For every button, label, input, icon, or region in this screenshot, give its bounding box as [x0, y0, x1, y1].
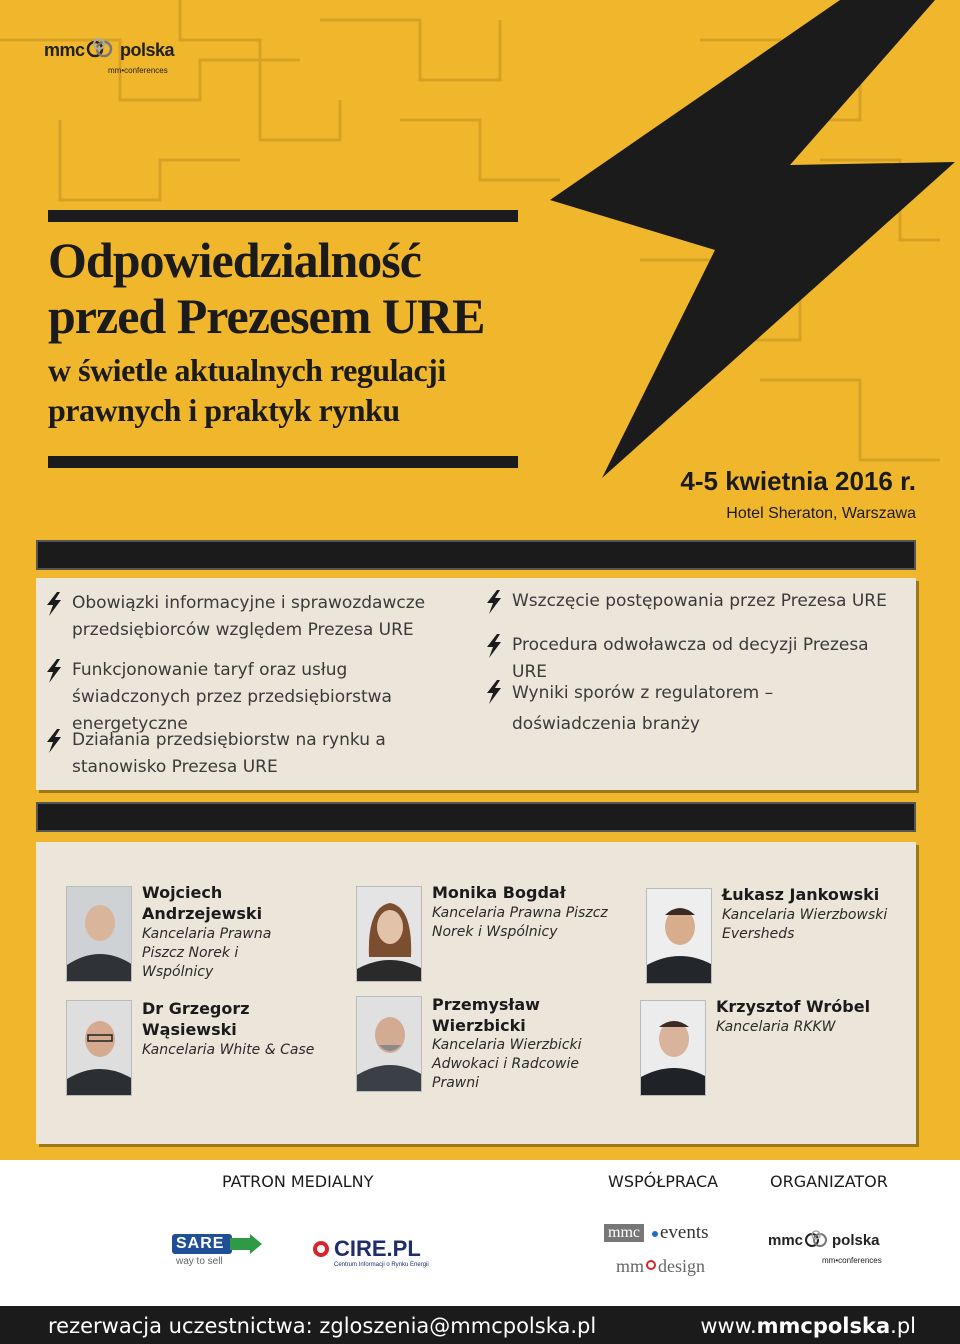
reservation-line: [48, 1314, 596, 1338]
mmc-events-logo[interactable]: [604, 1222, 724, 1244]
speakers-heading: PRELEGENCI: [417, 805, 543, 829]
topic-item: [72, 657, 462, 738]
bolt-bullet-icon: [46, 592, 62, 616]
partners-section: [0, 1160, 960, 1308]
footer-bar: [0, 1306, 960, 1344]
speaker-name: Wojciech Andrzejewski: [142, 883, 263, 923]
website-suffix: .pl: [890, 1314, 916, 1338]
logo-rings-icon: [86, 38, 120, 60]
lightning-bolt-icon: [540, 0, 960, 480]
speaker-name: Dr Grzegorz Wąsiewski: [142, 999, 250, 1039]
speaker-photo: [66, 886, 132, 982]
speaker-organization: Kancelaria Wierzbicki Adwokaci i Radcowie Prawni: [432, 1037, 582, 1091]
speaker-photo: [66, 1000, 132, 1096]
event-subtitle: [48, 350, 568, 430]
organizer-polska-text: polska: [832, 1232, 880, 1249]
media-patron-heading: PATRON MEDIALNY: [222, 1172, 374, 1191]
topic-item: [512, 678, 892, 740]
cire-logo-text: CIRE.PL: [334, 1236, 421, 1261]
speaker-name: Monika Bogdał: [432, 883, 566, 902]
organizer-logo[interactable]: [768, 1228, 888, 1272]
bolt-bullet-icon: [46, 729, 62, 753]
bolt-bullet-icon: [486, 590, 502, 614]
speaker-photo: [646, 888, 712, 984]
topic-item: [72, 727, 462, 781]
speaker-name: Przemysław Wierzbicki: [432, 995, 540, 1035]
topic-text: Funkcjonowanie taryf oraz usług świadczonych przez przedsiębiorstwa energetyczne: [72, 660, 392, 734]
cire-circle-icon: [312, 1240, 330, 1258]
topic-text: Wszczęcie postępowania przez Prezesa URE: [512, 591, 887, 611]
speaker-photo: [640, 1000, 706, 1096]
speaker-organization: Kancelaria RKKW: [716, 1019, 836, 1035]
website-link[interactable]: [700, 1314, 916, 1338]
mmc-polska-logo[interactable]: [44, 34, 184, 86]
event-venue: Hotel Sheraton, Warszawa: [726, 505, 916, 522]
event-subtitle-line: w świetle aktualnych regulacji: [48, 352, 446, 388]
cooperation-heading: WSPÓŁPRACA: [608, 1172, 719, 1191]
topic-text: Działania przedsiębiorstw na rynku a stanowisko Prezesa URE: [72, 730, 386, 777]
website-prefix: www.: [700, 1314, 757, 1338]
speaker-photo: [356, 886, 422, 982]
reservation-label: rezerwacja uczestnictwa:: [48, 1314, 320, 1338]
reservation-email-link[interactable]: zgloszenia@mmcpolska.pl: [319, 1314, 597, 1338]
topic-item: [512, 588, 902, 615]
bolt-bullet-icon: [486, 634, 502, 658]
organizer-subtitle: mm•conferences: [822, 1256, 882, 1265]
sare-logo-text: SARE: [176, 1235, 225, 1252]
topic-text: Wyniki sporów z regulatorem – doświadczenia branży: [512, 683, 774, 734]
speaker-organization: Kancelaria Wierzbowski Eversheds: [722, 907, 888, 942]
organizer-heading: ORGANIZATOR: [770, 1172, 888, 1191]
sare-logo[interactable]: [172, 1234, 264, 1274]
speaker-photo: [356, 996, 422, 1092]
dot-icon: [652, 1231, 658, 1237]
logo-subtitle: mm•conferences: [108, 66, 168, 75]
speaker-organization: Kancelaria Prawna Piszcz Norek i Wspólnicy: [142, 926, 272, 980]
event-date: 4-5 kwietnia 2016 r.: [680, 466, 916, 496]
title-bottom-rule: [48, 456, 518, 468]
topics-heading: GŁÓWNE ZAGADNIENIA: [362, 543, 598, 567]
arrow-icon: [230, 1234, 262, 1254]
event-title: [48, 232, 568, 344]
speaker-name: Krzysztof Wróbel: [716, 997, 871, 1016]
cire-tagline: Centrum Informacji o Rynku Energii: [334, 1262, 429, 1268]
topic-text: Obowiązki informacyjne i sprawozdawcze przedsiębiorców względem Prezesa URE: [72, 593, 426, 640]
topic-item: [72, 590, 462, 644]
mmc-events-events: events: [660, 1222, 709, 1243]
logo-mmc-text: mmc: [44, 40, 85, 60]
mmc-events-mmc: mmc: [604, 1224, 644, 1242]
speaker-organization: Kancelaria Prawna Piszcz Norek i Wspólnicy: [432, 905, 608, 940]
speaker-name: Łukasz Jankowski: [722, 885, 880, 904]
mmc-design-logo[interactable]: [616, 1254, 716, 1278]
organizer-mmc-text: mmc: [768, 1232, 804, 1249]
event-title-line: Odpowiedzialność: [48, 232, 421, 288]
event-title-line: przed Prezesem URE: [48, 288, 485, 344]
organizer-rings-icon: [804, 1230, 834, 1250]
speaker-organization: Kancelaria White & Case: [142, 1042, 315, 1058]
cire-logo[interactable]: [312, 1238, 452, 1274]
bolt-bullet-icon: [46, 659, 62, 683]
logo-polska-text: polska: [120, 40, 175, 60]
topic-text: Procedura odwoławcza od decyzji Prezesa URE: [512, 635, 869, 682]
bolt-bullet-icon: [486, 680, 502, 704]
title-top-rule: [48, 210, 518, 222]
mmc-design-mm: mm: [616, 1256, 645, 1276]
mmc-design-c-icon: [646, 1260, 656, 1270]
sare-tagline: way to sell: [176, 1256, 223, 1267]
website-domain: mmcpolska: [756, 1314, 891, 1338]
event-subtitle-line: prawnych i praktyk rynku: [48, 392, 400, 428]
mmc-design-design: design: [658, 1256, 705, 1276]
